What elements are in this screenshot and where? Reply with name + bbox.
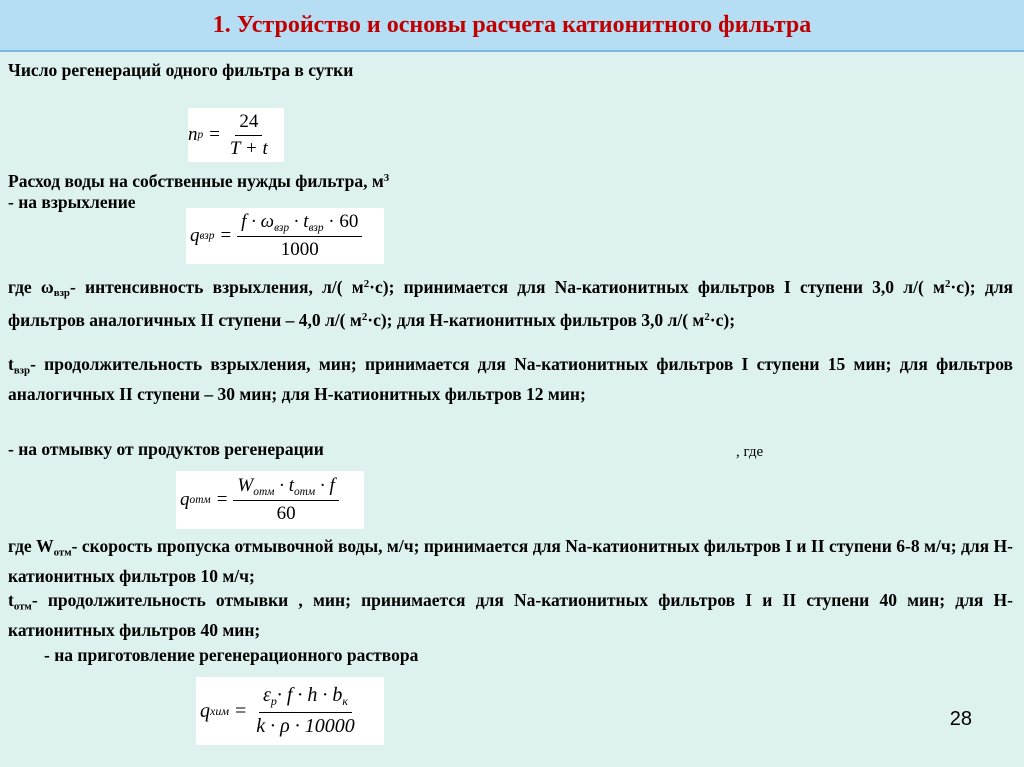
p1-e-sup: 2	[704, 311, 710, 324]
formula-np	[188, 108, 284, 162]
formula-q-washing-num-sub2: отм	[293, 485, 316, 498]
washing-item	[8, 437, 324, 461]
loosening-item-text: - на взрыхление	[8, 192, 136, 212]
p4-a-sub: отм	[13, 600, 32, 613]
formula-q-loosening-denominator: 1000	[280, 238, 319, 260]
p1-c: ·с); принимается для Na-катионитных фильтров I ступени 3,0 л/( м	[369, 276, 945, 297]
title-bar	[0, 0, 1024, 52]
solution-item	[44, 643, 418, 667]
formula-q-washing-numerator	[233, 475, 338, 501]
formula-np-numerator: 24	[235, 111, 262, 136]
formula-q-loosening-num-sub2: взр	[308, 221, 324, 234]
formula-q-loosening-num-t: · t	[289, 211, 309, 232]
formula-q-loosening-eq: =	[220, 224, 232, 246]
formula-q-chemical	[196, 677, 384, 745]
formula-q-chemical-num-sub1: р	[270, 694, 277, 709]
p1-b: - интенсивность взрыхления, л/( м	[69, 276, 364, 297]
washing-item-text: - на отмывку от продуктов регенерации	[8, 439, 324, 459]
formula-q-chemical-eq: =	[234, 699, 247, 722]
formula-q-loosening-num-sub1: взр	[274, 221, 290, 234]
water-flow-heading-sup: 3	[383, 172, 390, 184]
formula-q-loosening-num-end: · 60	[323, 211, 359, 232]
formula-q-washing-num-t: · t	[274, 475, 294, 496]
solution-item-text: - на приготовление регенерационного раствора	[44, 645, 419, 665]
regen-count-heading	[8, 58, 353, 82]
p1-d-sup: 2	[361, 311, 368, 324]
formula-q-washing-eq: =	[216, 488, 228, 510]
formula-np-lhs: n	[188, 124, 198, 145]
water-flow-heading	[8, 166, 389, 193]
formula-q-washing-num-w: W	[237, 475, 254, 496]
formula-q-chemical-num-e: ε	[262, 684, 271, 707]
formula-np-denominator: T + t	[229, 137, 268, 159]
p1-e: ·с); для Н-катионитных фильтров 3,0 л/( м	[367, 310, 705, 331]
p1-a-sub: взр	[53, 287, 70, 300]
p4-b: - продолжительность отмывки , мин; принимается для Na-катионитных фильтров I и II ступени 40 мин; для Н-катионитных фильтров 40 мин;	[8, 590, 1013, 641]
p3-b: - скорость пропуска отмывочной воды, м/ч; принимается для Na-катионитных фильтров I и II ступени 6-8 м/ч; для Н-катионитных фильтров 10 м/ч;	[8, 536, 1013, 587]
formula-np-lhs-sub: р	[197, 129, 204, 141]
p1-d: ·с); для фильтров аналогичных II ступени – 4,0 л/( м	[8, 276, 1013, 331]
p1-c-sup: 2	[944, 278, 951, 290]
washing-duration-paragraph	[8, 588, 1013, 642]
formula-q-loosening-lhs-sub: взр	[199, 229, 215, 242]
formula-q-chemical-num-end: · f · h · b	[276, 684, 343, 707]
p4-a: t	[8, 590, 14, 610]
p2-a: t	[8, 354, 14, 374]
p1-b-sup: 2	[363, 278, 370, 290]
formula-q-loosening-num-f: f · ω	[241, 211, 275, 232]
where-note-text: , где	[736, 444, 764, 460]
loosening-duration-paragraph	[8, 352, 1013, 406]
formula-q-washing-num-sub1: отм	[253, 485, 275, 498]
formula-q-chemical-lhs: q	[200, 699, 210, 722]
formula-q-chemical-numerator	[259, 684, 352, 712]
formula-q-washing	[176, 471, 364, 529]
loosening-item	[8, 190, 136, 214]
formula-q-loosening-lhs: q	[190, 224, 200, 246]
formula-np-eq: =	[209, 124, 220, 145]
formula-q-washing-lhs-sub: отм	[189, 493, 211, 506]
washing-speed-paragraph	[8, 534, 1013, 588]
regen-count-heading-text: Число регенераций одного фильтра в сутки	[8, 60, 354, 80]
loosening-intensity-paragraph	[8, 272, 1013, 332]
p3-a-sub: отм	[53, 546, 72, 559]
p2-b: - продолжительность взрыхления, мин; принимается для Na-катионитных фильтров I ступени 15 мин; для фильтров аналогичных II ступени – 30 мин; для Н-катионитных фильтров 12 мин;	[8, 354, 1013, 405]
slide-title: 1. Устройство и основы расчета катионитного фильтра	[212, 11, 812, 38]
formula-q-washing-denominator: 60	[276, 502, 296, 524]
p1-f: ·с);	[709, 310, 736, 331]
formula-q-loosening-numerator	[237, 211, 362, 237]
formula-q-chemical-num-sub2: к	[342, 694, 349, 709]
formula-q-washing-num-end: · f	[315, 475, 335, 496]
slide-number	[950, 708, 972, 731]
formula-q-loosening	[186, 208, 384, 264]
formula-q-washing-lhs: q	[180, 488, 190, 510]
p1-a: где ω	[8, 276, 54, 297]
slide-number-text: 28	[949, 708, 972, 730]
formula-q-chemical-denominator: k · ρ · 10000	[256, 714, 355, 737]
p2-a-sub: взр	[13, 364, 31, 377]
where-note	[736, 440, 763, 464]
p3-a: где W	[8, 536, 54, 556]
water-flow-heading-text: Расход воды на собственные нужды фильтра, м	[8, 170, 384, 191]
formula-q-chemical-lhs-sub: хим	[210, 703, 229, 718]
